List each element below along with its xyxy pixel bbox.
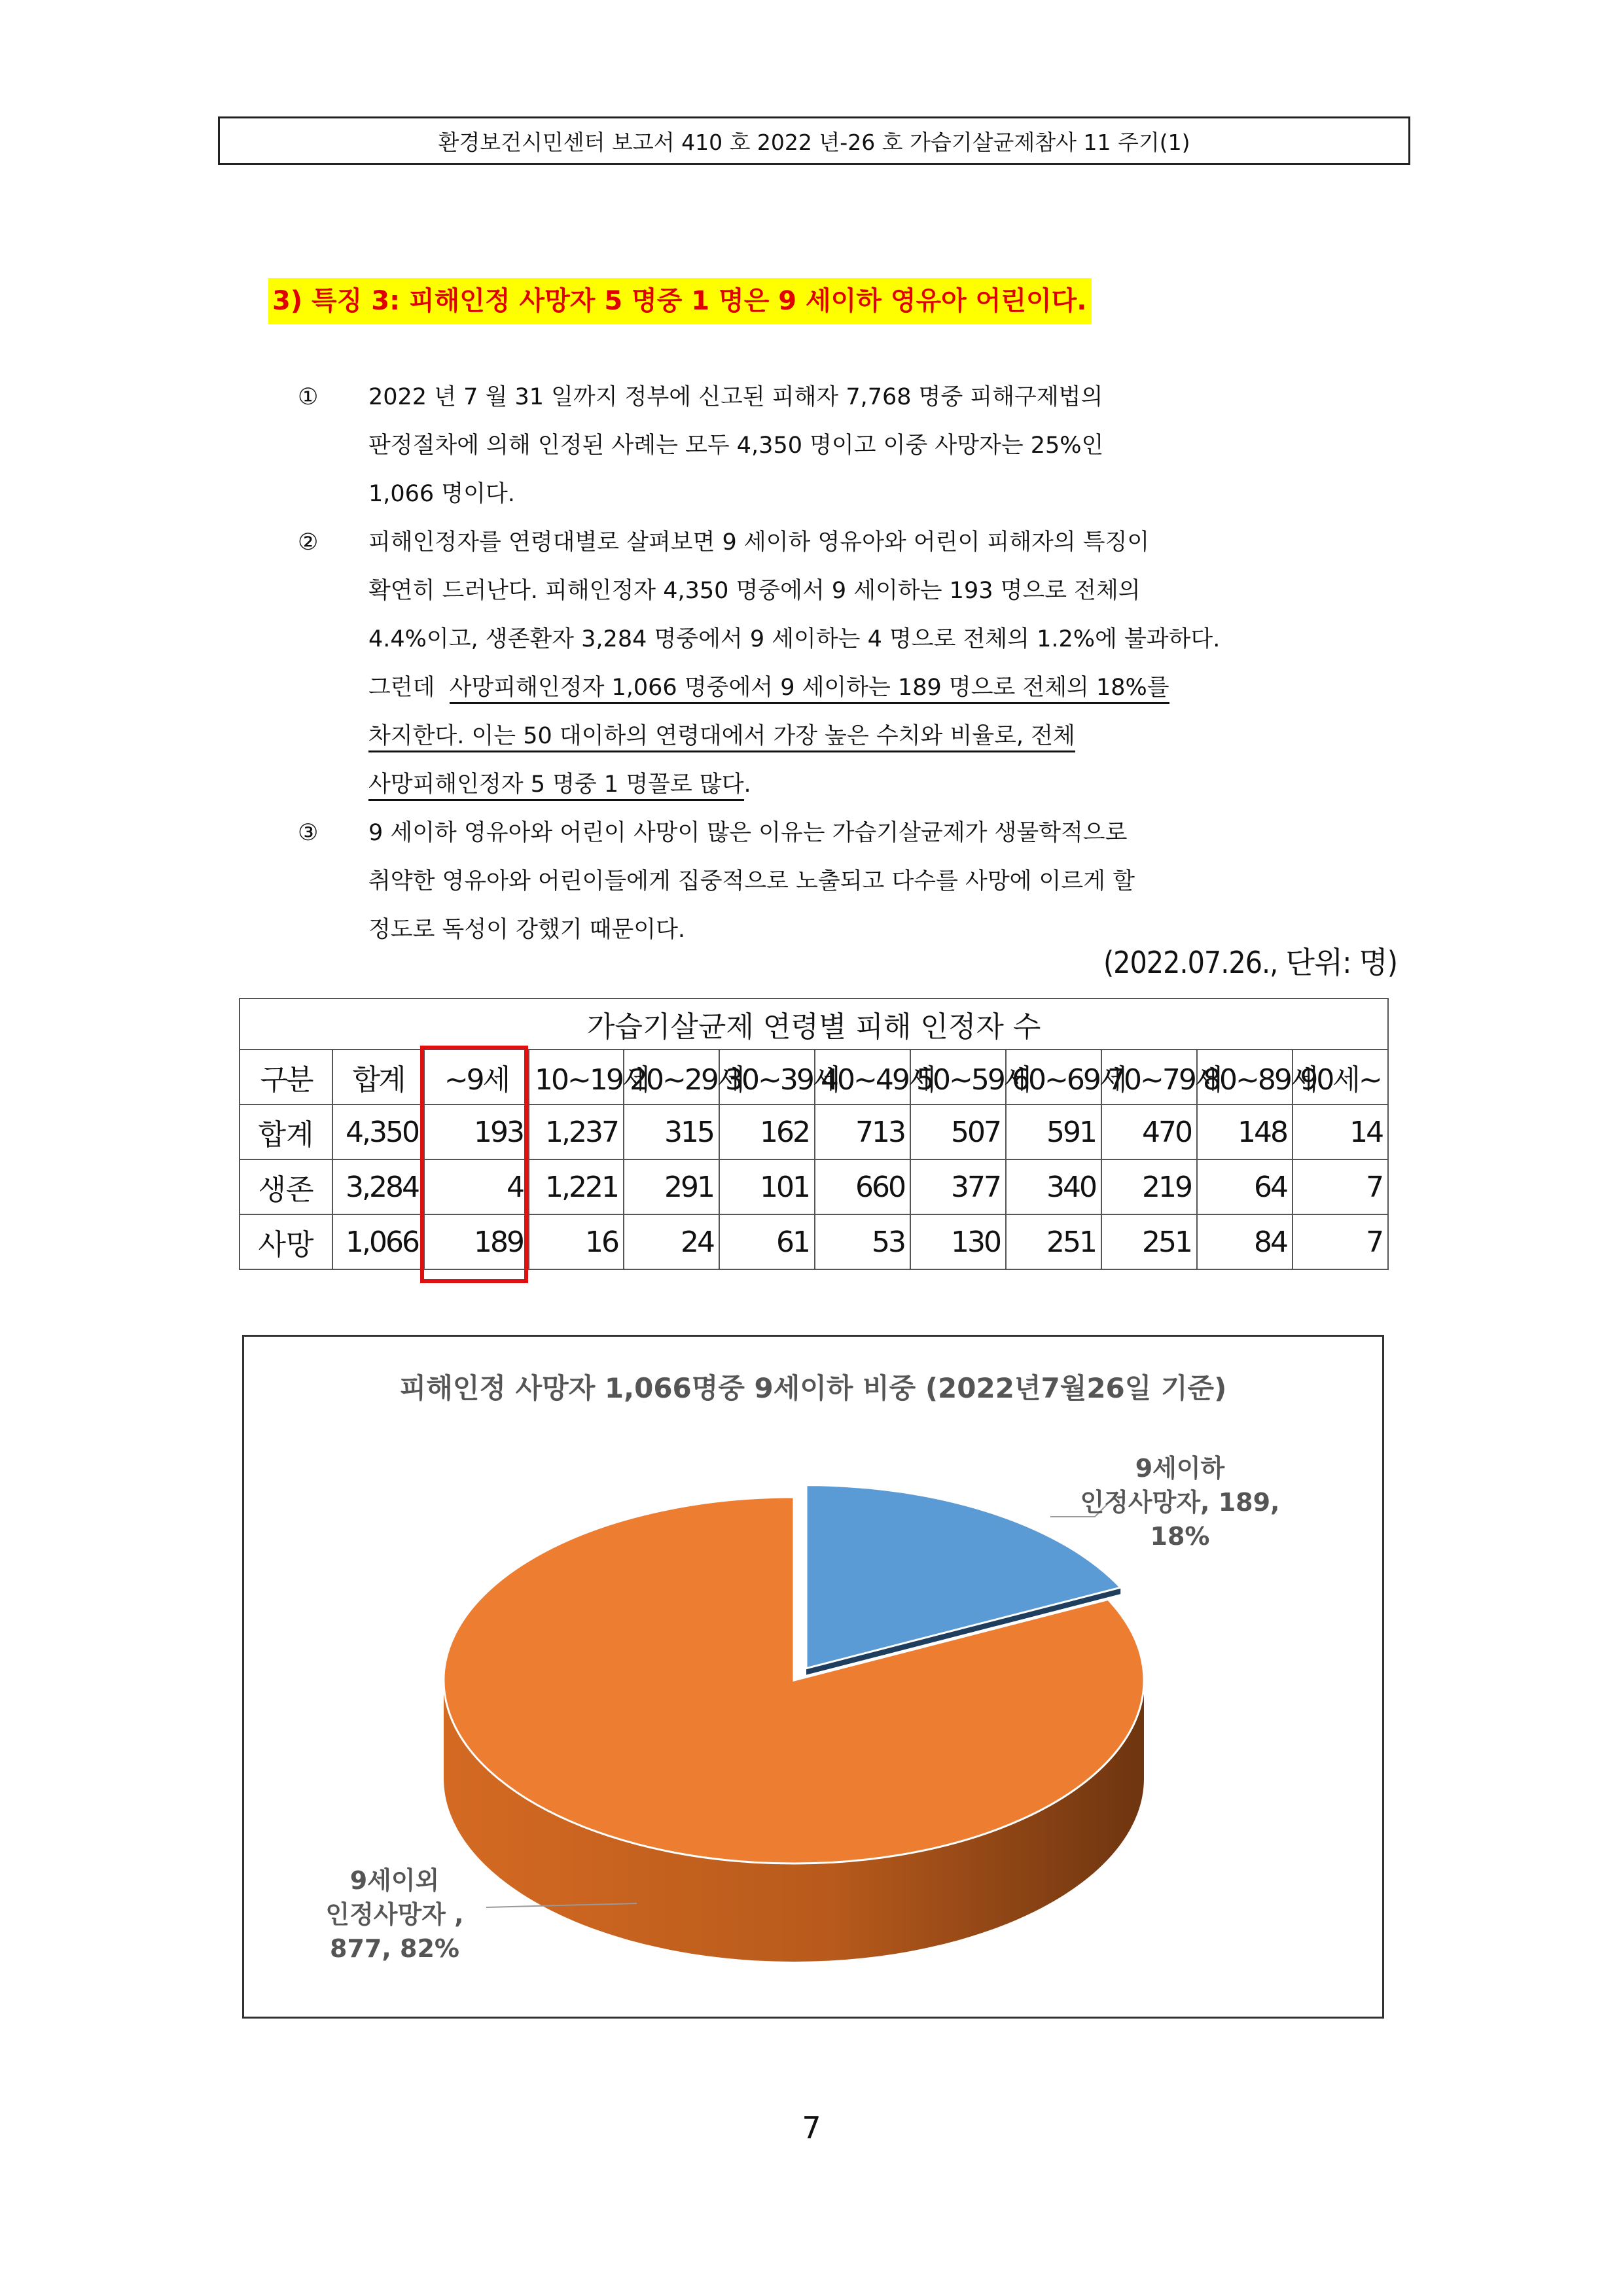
table-row bbox=[240, 1104, 1388, 1159]
column-header: 90세~ bbox=[1293, 1050, 1388, 1104]
paragraph-line: 1,066 명이다. bbox=[368, 481, 515, 507]
table-cell: 660 bbox=[815, 1159, 910, 1214]
slice-label-line: 9세이외 bbox=[349, 1866, 440, 1895]
highlight-box-under-9 bbox=[420, 1046, 528, 1283]
row-header: 합계 bbox=[240, 1104, 332, 1159]
underlined-text: 차지한다. 이는 50 대이하의 연령대에서 가장 높은 수치와 비율로, 전체 bbox=[368, 723, 1075, 752]
table-cell: 84 bbox=[1197, 1214, 1293, 1269]
table-cell: 189 bbox=[424, 1214, 529, 1269]
table-cell: 101 bbox=[719, 1159, 815, 1214]
plain-text: . bbox=[743, 771, 751, 798]
row-header: 생존 bbox=[240, 1159, 332, 1214]
table-cell: 193 bbox=[424, 1104, 529, 1159]
chart-title: 피해인정 사망자 1,066명중 9세이하 비중 (2022년7월26일 기준) bbox=[399, 1372, 1227, 1404]
table-cell: 61 bbox=[719, 1214, 815, 1269]
paragraph-number: ① bbox=[298, 384, 319, 410]
age-table-grid bbox=[239, 998, 1389, 1270]
slice-label-line: 인정사망자 , bbox=[325, 1900, 464, 1929]
table-cell: 3,284 bbox=[332, 1159, 424, 1214]
table-cell: 53 bbox=[815, 1214, 910, 1269]
table-cell: 507 bbox=[910, 1104, 1006, 1159]
table-cell: 470 bbox=[1101, 1104, 1197, 1159]
table-cell: 130 bbox=[910, 1214, 1006, 1269]
table-cell: 24 bbox=[624, 1214, 719, 1269]
paragraph-line: 피해인정자를 연령대별로 살펴보면 9 세이하 영유아와 어린이 피해자의 특징이 bbox=[368, 529, 1150, 556]
column-header: 60~69세 bbox=[1006, 1050, 1101, 1104]
paragraph-line bbox=[368, 760, 1429, 809]
column-header: 50~59세 bbox=[910, 1050, 1006, 1104]
table-header-row bbox=[240, 1050, 1388, 1104]
table-cell: 148 bbox=[1197, 1104, 1293, 1159]
row-header: 사망 bbox=[240, 1214, 332, 1269]
table-cell: 591 bbox=[1006, 1104, 1101, 1159]
report-header bbox=[218, 116, 1410, 165]
table-cell: 16 bbox=[529, 1214, 624, 1269]
table-cell: 4 bbox=[424, 1159, 529, 1214]
table-row bbox=[240, 1214, 1388, 1269]
paragraph-line: 4.4%이고, 생존환자 3,284 명중에서 9 세이하는 4 명으로 전체의 1.2%에 불과하다. bbox=[368, 626, 1221, 652]
paragraph-line: 판정절차에 의해 인정된 사례는 모두 4,350 명이고 이중 사망자는 25%인 bbox=[368, 433, 1104, 459]
table-cell: 4,350 bbox=[332, 1104, 424, 1159]
underlined-text: 사망피해인정자 5 명중 1 명꼴로 많다 bbox=[368, 771, 744, 801]
table-cell: 340 bbox=[1006, 1159, 1101, 1214]
table-cell: 315 bbox=[624, 1104, 719, 1159]
column-header: 10~19세 bbox=[529, 1050, 624, 1104]
plain-text: 그런데 bbox=[368, 675, 435, 701]
column-header: 80~89세 bbox=[1197, 1050, 1293, 1104]
paragraph-line: 취약한 영유아와 어린이들에게 집중적으로 노출되고 다수를 사망에 이르게 할 bbox=[368, 868, 1135, 894]
table-cell: 219 bbox=[1101, 1159, 1197, 1214]
table-cell: 291 bbox=[624, 1159, 719, 1214]
column-header: 70~79세 bbox=[1101, 1050, 1197, 1104]
table-cell: 377 bbox=[910, 1159, 1006, 1214]
table-date-unit: (2022.07.26., 단위: 명) bbox=[1103, 945, 1397, 980]
paragraph-line bbox=[368, 712, 1429, 760]
column-header: 20~29세 bbox=[624, 1050, 719, 1104]
slice-label-under-9 bbox=[1069, 1451, 1291, 1553]
table-row bbox=[240, 1159, 1388, 1214]
column-header: 구분 bbox=[240, 1050, 332, 1104]
table-cell: 1,221 bbox=[529, 1159, 624, 1214]
page-number: 7 bbox=[802, 2110, 821, 2146]
paragraph-line: 2022 년 7 월 31 일까지 정부에 신고된 피해자 7,768 명중 피해구제법의 bbox=[368, 384, 1103, 410]
paragraph-number: ② bbox=[298, 529, 319, 556]
table-cell: 14 bbox=[1293, 1104, 1388, 1159]
paragraph-line: 정도로 독성이 강했기 때문이다. bbox=[368, 917, 686, 943]
table-cell: 251 bbox=[1006, 1214, 1101, 1269]
slice-label-line: 18% bbox=[1150, 1522, 1210, 1551]
pie-chart-frame bbox=[242, 1335, 1384, 2019]
table-cell: 1,237 bbox=[529, 1104, 624, 1159]
table-cell: 713 bbox=[815, 1104, 910, 1159]
paragraph-line: 9 세이하 영유아와 어린이 사망이 많은 이유는 가습기살균제가 생물학적으로 bbox=[368, 820, 1128, 846]
paragraph-number: ③ bbox=[298, 820, 319, 846]
age-table bbox=[239, 998, 1387, 1270]
column-header: ~9세 bbox=[424, 1050, 529, 1104]
slice-label-line: 877, 82% bbox=[330, 1934, 459, 1963]
column-header: 합계 bbox=[332, 1050, 424, 1104]
column-header: 40~49세 bbox=[815, 1050, 910, 1104]
section-title: 3) 특징 3: 피해인정 사망자 5 명중 1 명은 9 세이하 영유아 어린이다. bbox=[268, 278, 1092, 324]
table-cell: 7 bbox=[1293, 1159, 1388, 1214]
slice-label-over-9 bbox=[303, 1863, 486, 1966]
report-header-text: 환경보건시민센터 보고서 410 호 2022 년-26 호 가습기살균제참사 11 주기(1) bbox=[438, 129, 1190, 155]
column-header: 30~39세 bbox=[719, 1050, 815, 1104]
table-cell: 7 bbox=[1293, 1214, 1388, 1269]
paragraph-line: 확연히 드러난다. 피해인정자 4,350 명중에서 9 세이하는 193 명으로 전체의 bbox=[368, 578, 1141, 604]
paragraph-line bbox=[368, 663, 1429, 712]
slice-label-line: 인정사망자, 189, bbox=[1080, 1488, 1280, 1517]
table-cell: 162 bbox=[719, 1104, 815, 1159]
underlined-text: 사망피해인정자 1,066 명중에서 9 세이하는 189 명으로 전체의 18%를 bbox=[450, 675, 1169, 704]
table-cell: 64 bbox=[1197, 1159, 1293, 1214]
table-caption: 가습기살균제 연령별 피해 인정자 수 bbox=[240, 998, 1388, 1050]
table-cell: 251 bbox=[1101, 1214, 1197, 1269]
table-cell: 1,066 bbox=[332, 1214, 424, 1269]
slice-label-line: 9세이하 bbox=[1135, 1454, 1225, 1483]
